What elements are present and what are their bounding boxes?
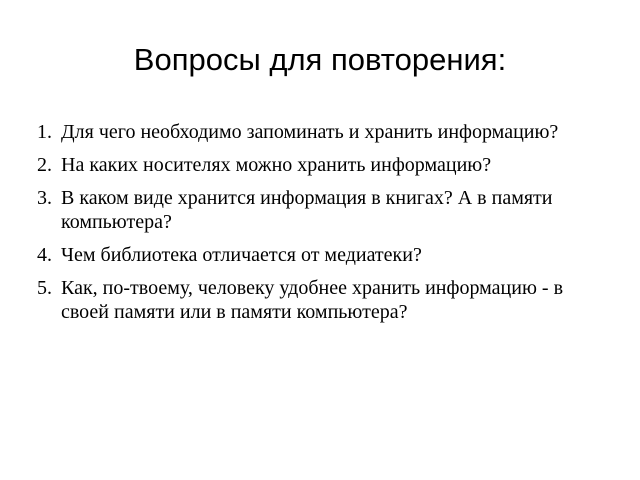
question-item-2 — [37, 153, 612, 177]
question-list — [37, 120, 612, 333]
question-item-4 — [37, 243, 612, 267]
question-number: 5. — [37, 277, 52, 299]
question-number: 3. — [37, 187, 52, 209]
question-text: Как, по-твоему, человеку удобнее хранить информацию - в своей памяти или в памяти компьютера? — [61, 277, 564, 323]
question-item-5 — [37, 276, 612, 324]
question-text: На каких носителях можно хранить информацию? — [61, 154, 492, 176]
slide-title: Вопросы для повторения: — [133, 42, 507, 77]
question-text: В каком виде хранится информация в книгах? А в памяти компьютера? — [61, 187, 553, 233]
question-number: 4. — [37, 244, 52, 266]
question-item-1 — [37, 120, 612, 144]
question-text: Чем библиотека отличается от медиатеки? — [61, 244, 422, 266]
question-number: 1. — [37, 121, 52, 143]
question-text: Для чего необходимо запоминать и хранить информацию? — [61, 121, 559, 143]
question-number: 2. — [37, 154, 52, 176]
question-item-3 — [37, 186, 612, 234]
